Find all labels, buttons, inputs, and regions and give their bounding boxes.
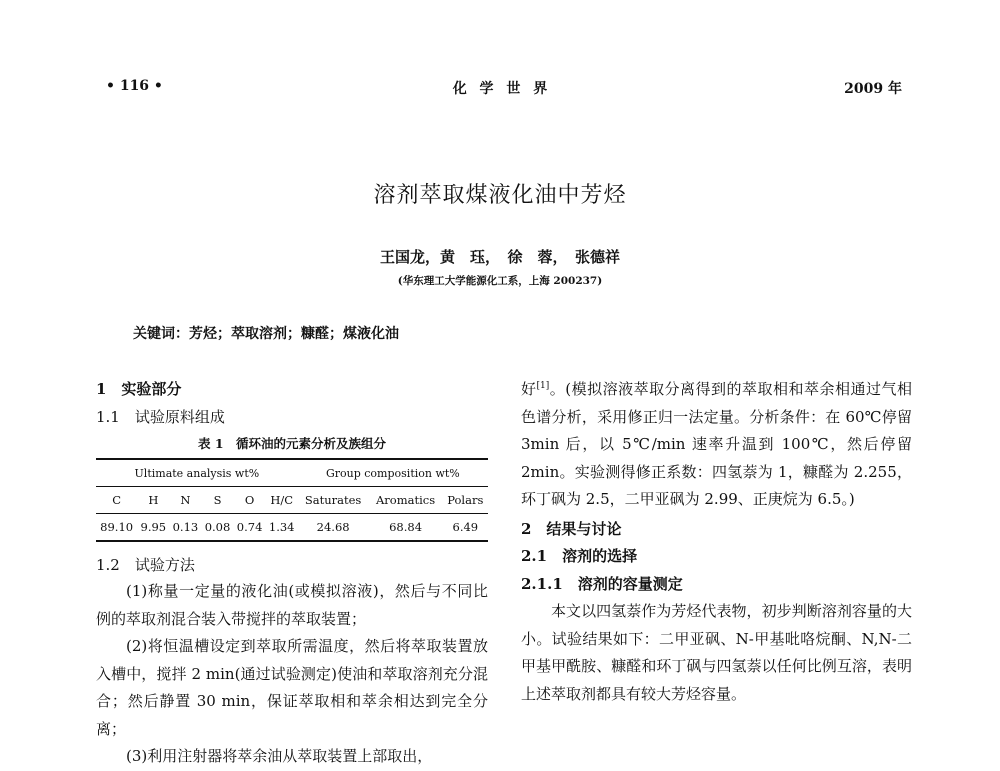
paragraph-rest: 。(模拟溶液萃取分离得到的萃取相和萃余相通过气相色谱分析，采用修正归一法定量。分析条件：在 60℃停留 3min 后，以 5℃/min 速率升温到 100℃，然后停留 2min。实验测得修正系数：四氢萘为 1，糠醛为 2.255，环丁砜为 2.5，二甲亚砜为 2.99、正庚烷为 6.5。) — [521, 380, 912, 508]
table-header-cell: N — [180, 493, 191, 507]
table-header-cell: Aromatics — [375, 493, 436, 507]
authors: 王国龙，黄 珏， 徐 蓉， 张德祥 — [379, 248, 620, 266]
table-group-header-group: Group composition wt% — [298, 459, 488, 487]
left-column-body — [96, 578, 488, 771]
table-cell: 1.34 — [266, 514, 298, 542]
table-header-cell: O — [244, 493, 255, 507]
citation-ref: [1] — [536, 381, 550, 391]
journal-name: 化 学 世 界 — [452, 81, 548, 97]
table-cell: 68.84 — [369, 514, 443, 542]
table-header-cell: C — [112, 493, 122, 507]
right-column-body — [521, 373, 912, 708]
table-header-cell: Polars — [447, 493, 484, 507]
paragraph: (3)利用注射器将萃余油从萃取装置上部取出， — [126, 747, 433, 765]
table-header-cell: S — [213, 493, 222, 507]
table-caption: 表 1 循环油的元素分析及族组分 — [197, 436, 387, 451]
keywords: 关键词：芳烃；萃取溶剂；糠醛；煤液化油 — [133, 326, 399, 342]
table-header-cell: H/C — [270, 493, 294, 507]
publication-year: 2009 年 — [844, 81, 902, 97]
section-heading-2-1-1: 2.1.1 溶剂的容量测定 — [521, 574, 683, 593]
table-cell: 0.74 — [234, 514, 266, 542]
table-cell: 24.68 — [298, 514, 369, 542]
section-heading-2: 2 结果与讨论 — [521, 519, 622, 538]
section-heading-1-1: 1.1 试验原料组成 — [96, 408, 225, 426]
page-number: • 116 • — [106, 78, 163, 94]
paragraph: (1)称量一定量的液化油(或模拟溶液)，然后与不同比例的萃取剂混合装入带搅拌的萃取装置； — [96, 582, 488, 628]
table-cell: 0.08 — [201, 514, 233, 542]
table-group-header-ultimate: Ultimate analysis wt% — [96, 459, 298, 487]
table-cell: 9.95 — [137, 514, 169, 542]
affiliation: (华东理工大学能源化工系，上海 200237) — [397, 275, 603, 287]
table-cell: 6.49 — [443, 514, 488, 542]
paragraph — [521, 373, 912, 514]
article-title: 溶剂萃取煤液化油中芳烃 — [373, 183, 627, 208]
paragraph: (2)将恒温槽设定到萃取所需温度，然后将萃取装置放入槽中，搅拌 2 min(通过试验测定)使油和萃取溶剂充分混合；然后静置 30 min，保证萃取相和萃余相达到完全分离； — [96, 637, 488, 738]
table-header-cell: Saturates — [304, 493, 362, 507]
table-cell: 0.13 — [169, 514, 201, 542]
table-header-row — [96, 487, 488, 514]
section-heading-1: 1 实验部分 — [96, 380, 182, 398]
table-cell: 89.10 — [96, 514, 137, 542]
table-header-cell: H — [148, 493, 159, 507]
paragraph-start: 好 — [521, 380, 537, 398]
composition-table — [96, 458, 488, 542]
section-heading-2-1: 2.1 溶剂的选择 — [521, 547, 638, 565]
section-heading-1-2: 1.2 试验方法 — [96, 556, 195, 574]
paragraph: 本文以四氢萘作为芳烃代表物，初步判断溶剂容量的大小。试验结果如下：二甲亚砜、N-甲基吡咯烷酮、N,N-二甲基甲酰胺、糠醛和环丁砜与四氢萘以任何比例互溶，表明上述萃取剂都具有较大芳烃容量。 — [521, 602, 912, 703]
table-row — [96, 514, 488, 542]
